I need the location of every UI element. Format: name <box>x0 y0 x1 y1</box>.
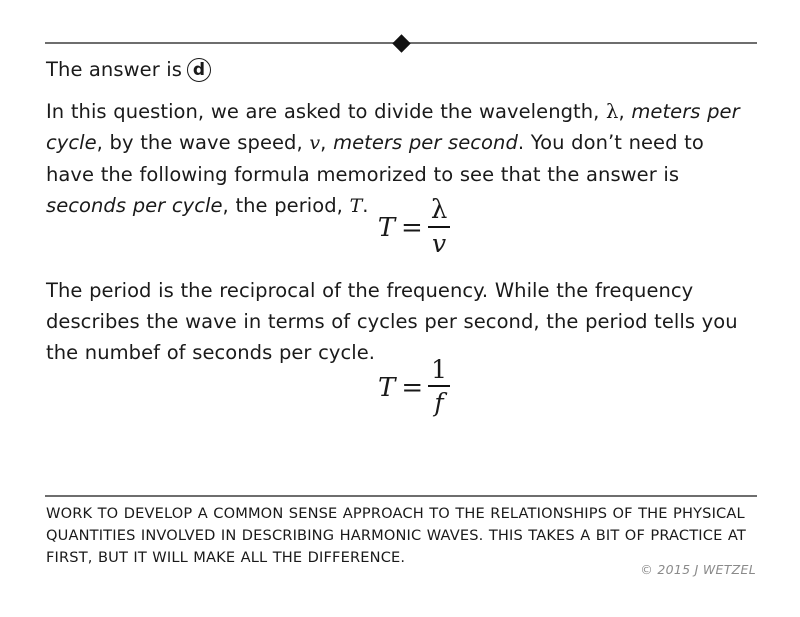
formula-1-numerator: λ <box>430 195 448 225</box>
footer-note: WORK TO DEVELOP A COMMON SENSE APPROACH TO THE RELATIONSHIPS OF THE PHYSICAL QUANTITIES INVOLVED IN DESCRIBING HARMONIC WAVES. THIS TAKES A BIT OF PRACTICE AT FIRST, BUT IT WILL MAKE ALL THE DIFFERENCE. <box>46 505 746 566</box>
formula-2-fraction <box>428 357 450 416</box>
formula-2-fraction-bar <box>428 385 450 387</box>
formula-1-lhs: T <box>377 213 396 244</box>
para1-italic2: meters per second <box>333 131 518 154</box>
answer-line <box>46 55 211 84</box>
copyright-notice: © 2015 J WETZEL <box>640 562 756 577</box>
formula-2-equals: = <box>401 372 424 403</box>
formula-period-wavelength <box>0 195 800 258</box>
para1-seg2: , <box>618 100 632 123</box>
formula-1-equals: = <box>401 213 423 244</box>
para1-seg6: , the period, <box>222 194 350 217</box>
formula-2-lhs: T <box>377 372 396 403</box>
formula-1-denominator: v <box>432 228 447 258</box>
variable-v: v <box>309 132 321 154</box>
footer-divider <box>45 495 757 497</box>
formula-1-fraction <box>428 197 450 257</box>
formula-1-box <box>377 195 451 258</box>
para1-seg4: , <box>320 131 334 154</box>
answer-label: The answer is <box>46 57 182 81</box>
para1-seg5: . You don’t need to have the following formula memorized to see that the answer is <box>46 131 704 186</box>
para1-seg7: . <box>362 194 369 217</box>
formula-1-fraction-bar <box>428 226 450 228</box>
variable-T: T <box>349 195 363 217</box>
para1-seg3: , by the wave speed, <box>96 131 310 154</box>
lambda-symbol: λ <box>606 100 619 123</box>
formula-2-numerator: 1 <box>431 355 448 384</box>
para1-italic3: seconds per cycle <box>46 194 223 217</box>
diamond-ornament-icon <box>392 34 410 52</box>
para1-italic1: meters per cycle <box>46 100 740 154</box>
formula-2-denominator: f <box>434 387 444 417</box>
para1-seg1: In this question, we are asked to divide the wavelength, <box>46 100 607 123</box>
answer-choice-badge: d <box>187 58 211 82</box>
explanation-paragraph-2: The period is the reciprocal of the frequency. While the frequency describes the wave in terms of cycles per second, the period tells you the numbef of seconds per cycle. <box>46 279 738 364</box>
formula-period-frequency <box>0 355 800 417</box>
formula-2-box <box>377 355 450 417</box>
